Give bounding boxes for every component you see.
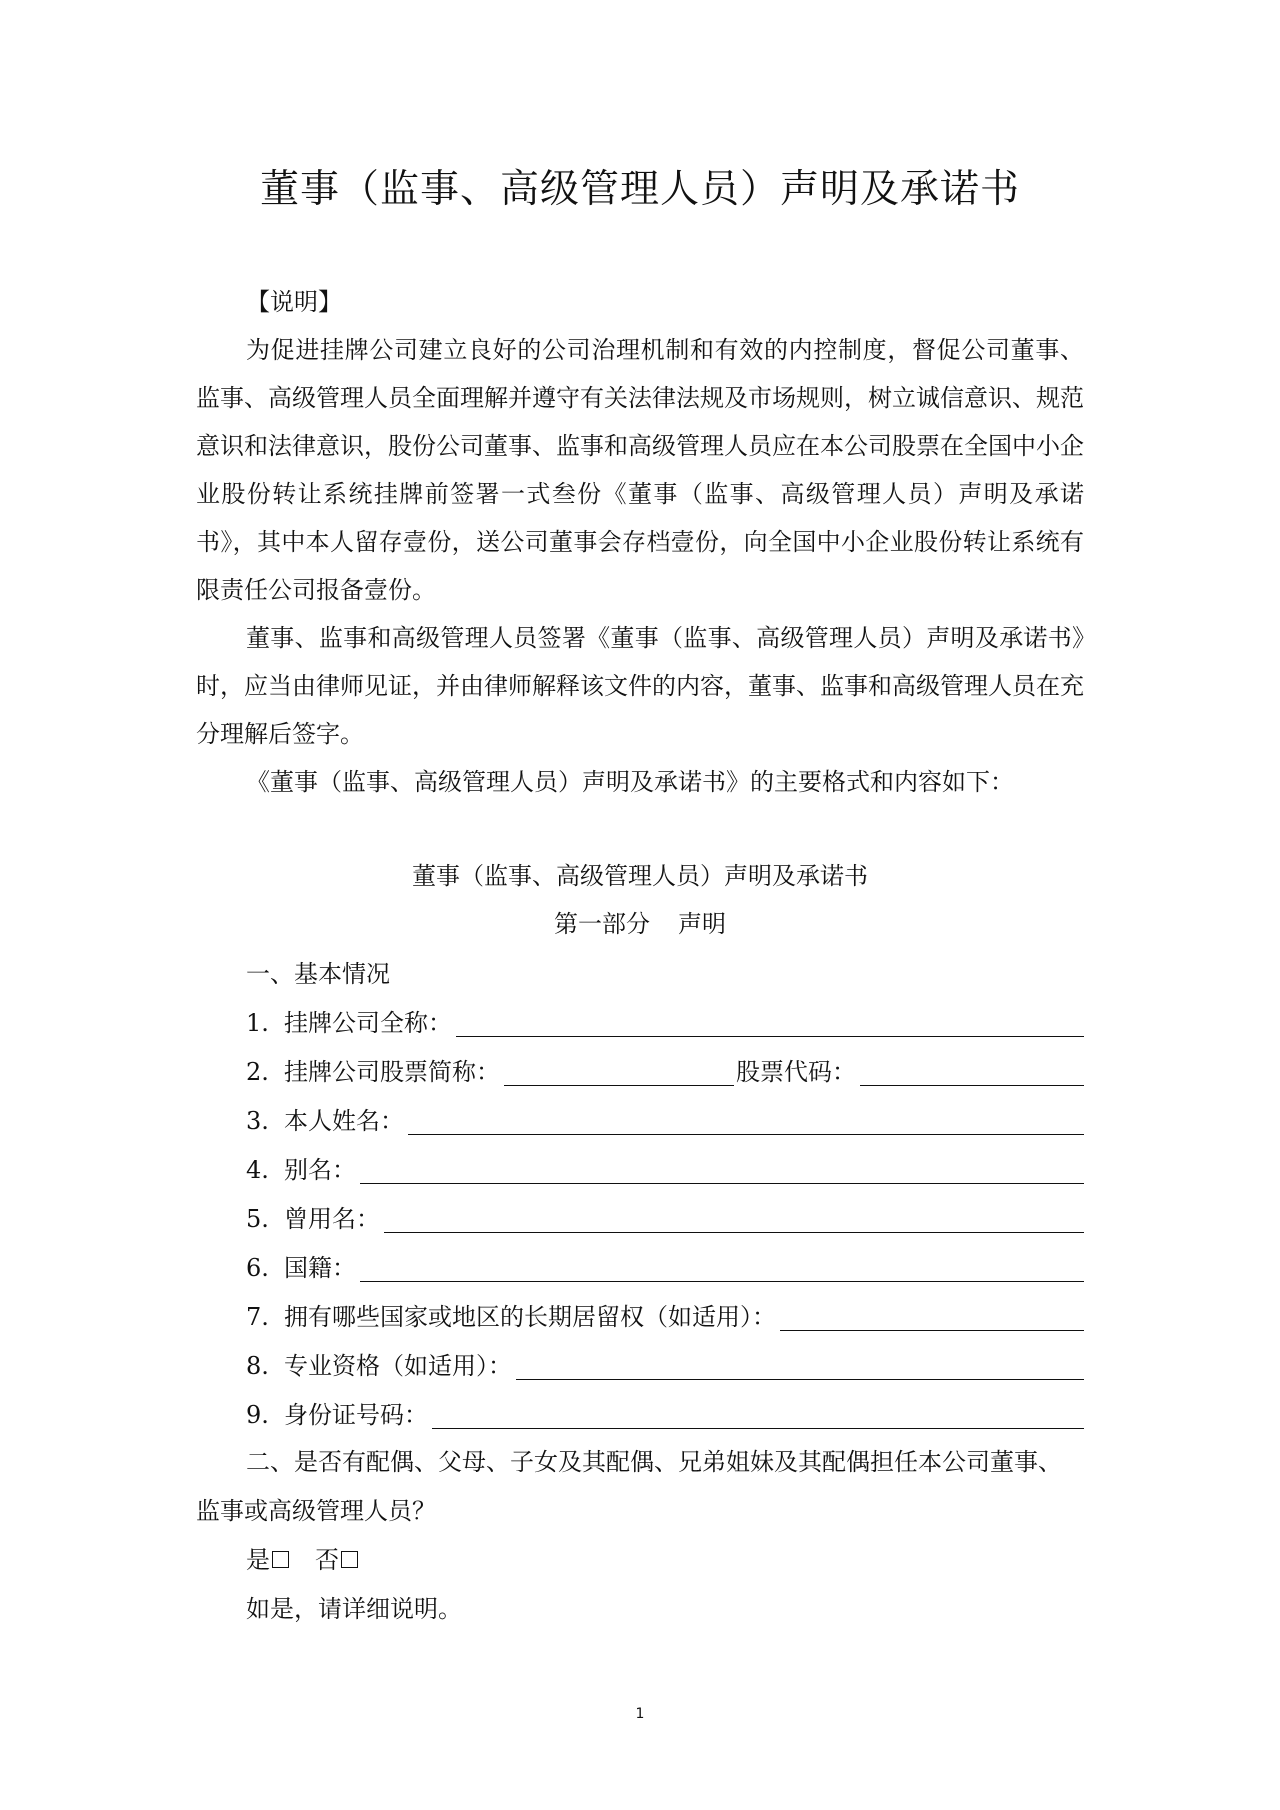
intro-paragraph-1: 为促进挂牌公司建立良好的公司治理机制和有效的内控制度，督促公司董事、监事、高级管理人员全面理解并遵守有关法律法规及市场规则，树立诚信意识、规范意识和法律意识，股份公司董事、监事和高级管理人员应在本公司股票在全国中小企业股份转让系统挂牌前签署一式叁份《董事（监事、高级管理人员）声明及承诺书》，其中本人留存壹份，送公司董事会存档壹份，向全国中小企业股份转让系统有限责任公司报备壹份。	[196, 336, 1084, 604]
field-alias: 4. 别名：	[246, 1146, 1084, 1195]
former-name-blank[interactable]	[384, 1231, 1084, 1233]
field-label: 本人姓名：	[284, 1107, 404, 1135]
basic-info-form	[196, 950, 1084, 1440]
field-id-number: 9. 身份证号码：	[246, 1391, 1084, 1440]
relatives-section	[196, 1438, 1084, 1634]
field-label: 别名：	[284, 1156, 356, 1184]
intro-paragraph-3: 《董事（监事、高级管理人员）声明及承诺书》的主要格式和内容如下：	[246, 768, 1014, 796]
company-full-name-blank[interactable]	[456, 1035, 1084, 1037]
field-residency: 7. 拥有哪些国家或地区的长期居留权（如适用）：	[246, 1293, 1084, 1342]
name-blank[interactable]	[408, 1133, 1084, 1135]
field-label-stock-code: 股票代码：	[736, 1058, 856, 1086]
intro-paragraph-2: 董事、监事和高级管理人员签署《董事（监事、高级管理人员）声明及承诺书》时，应当由律师见证，并由律师解释该文件的内容，董事、监事和高级管理人员在充分理解后签字。	[196, 624, 1084, 748]
id-number-blank[interactable]	[432, 1427, 1084, 1429]
no-checkbox[interactable]	[341, 1551, 358, 1568]
nationality-blank[interactable]	[360, 1280, 1084, 1282]
field-company-full-name: 1. 挂牌公司全称：	[246, 999, 1084, 1048]
field-label: 身份证号码：	[284, 1401, 428, 1429]
qualification-blank[interactable]	[516, 1378, 1084, 1380]
page-number: 1	[635, 1706, 645, 1722]
field-stock-abbr: 2. 挂牌公司股票简称： 股票代码：	[246, 1048, 1084, 1097]
stock-code-blank[interactable]	[860, 1084, 1084, 1086]
field-nationality: 6. 国籍：	[246, 1244, 1084, 1293]
part-heading: 声明	[678, 910, 726, 938]
relatives-note: 如是，请详细说明。	[246, 1595, 462, 1623]
field-label: 国籍：	[284, 1254, 356, 1282]
part-title	[0, 900, 1280, 948]
stock-abbr-blank[interactable]	[504, 1084, 734, 1086]
section1-heading: 一、基本情况	[246, 960, 390, 988]
field-label: 拥有哪些国家或地区的长期居留权（如适用）：	[284, 1303, 776, 1331]
relatives-question: 二、是否有配偶、父母、子女及其配偶、兄弟姐妹及其配偶担任本公司董事、监事或高级管理人员？	[196, 1448, 1062, 1525]
yes-no-options	[246, 1536, 1084, 1585]
doc-title: 董事（监事、高级管理人员）声明及承诺书	[412, 862, 868, 890]
residency-blank[interactable]	[780, 1329, 1084, 1331]
field-former-name: 5. 曾用名：	[246, 1195, 1084, 1244]
field-label: 曾用名：	[284, 1205, 380, 1233]
field-label: 挂牌公司股票简称：	[284, 1058, 500, 1086]
page-title: 董事（监事、高级管理人员）声明及承诺书	[259, 167, 1020, 212]
yes-checkbox[interactable]	[272, 1551, 289, 1568]
no-label: 否	[315, 1546, 339, 1574]
alias-blank[interactable]	[360, 1182, 1084, 1184]
intro-section	[196, 278, 1084, 806]
field-name: 3. 本人姓名：	[246, 1097, 1084, 1146]
yes-label: 是	[246, 1546, 270, 1574]
field-qualification: 8. 专业资格（如适用）：	[246, 1342, 1084, 1391]
part-name: 第一部分	[554, 910, 650, 938]
field-label: 专业资格（如适用）：	[284, 1352, 512, 1380]
field-label: 挂牌公司全称：	[284, 1009, 452, 1037]
intro-label: 【说明】	[246, 288, 342, 316]
